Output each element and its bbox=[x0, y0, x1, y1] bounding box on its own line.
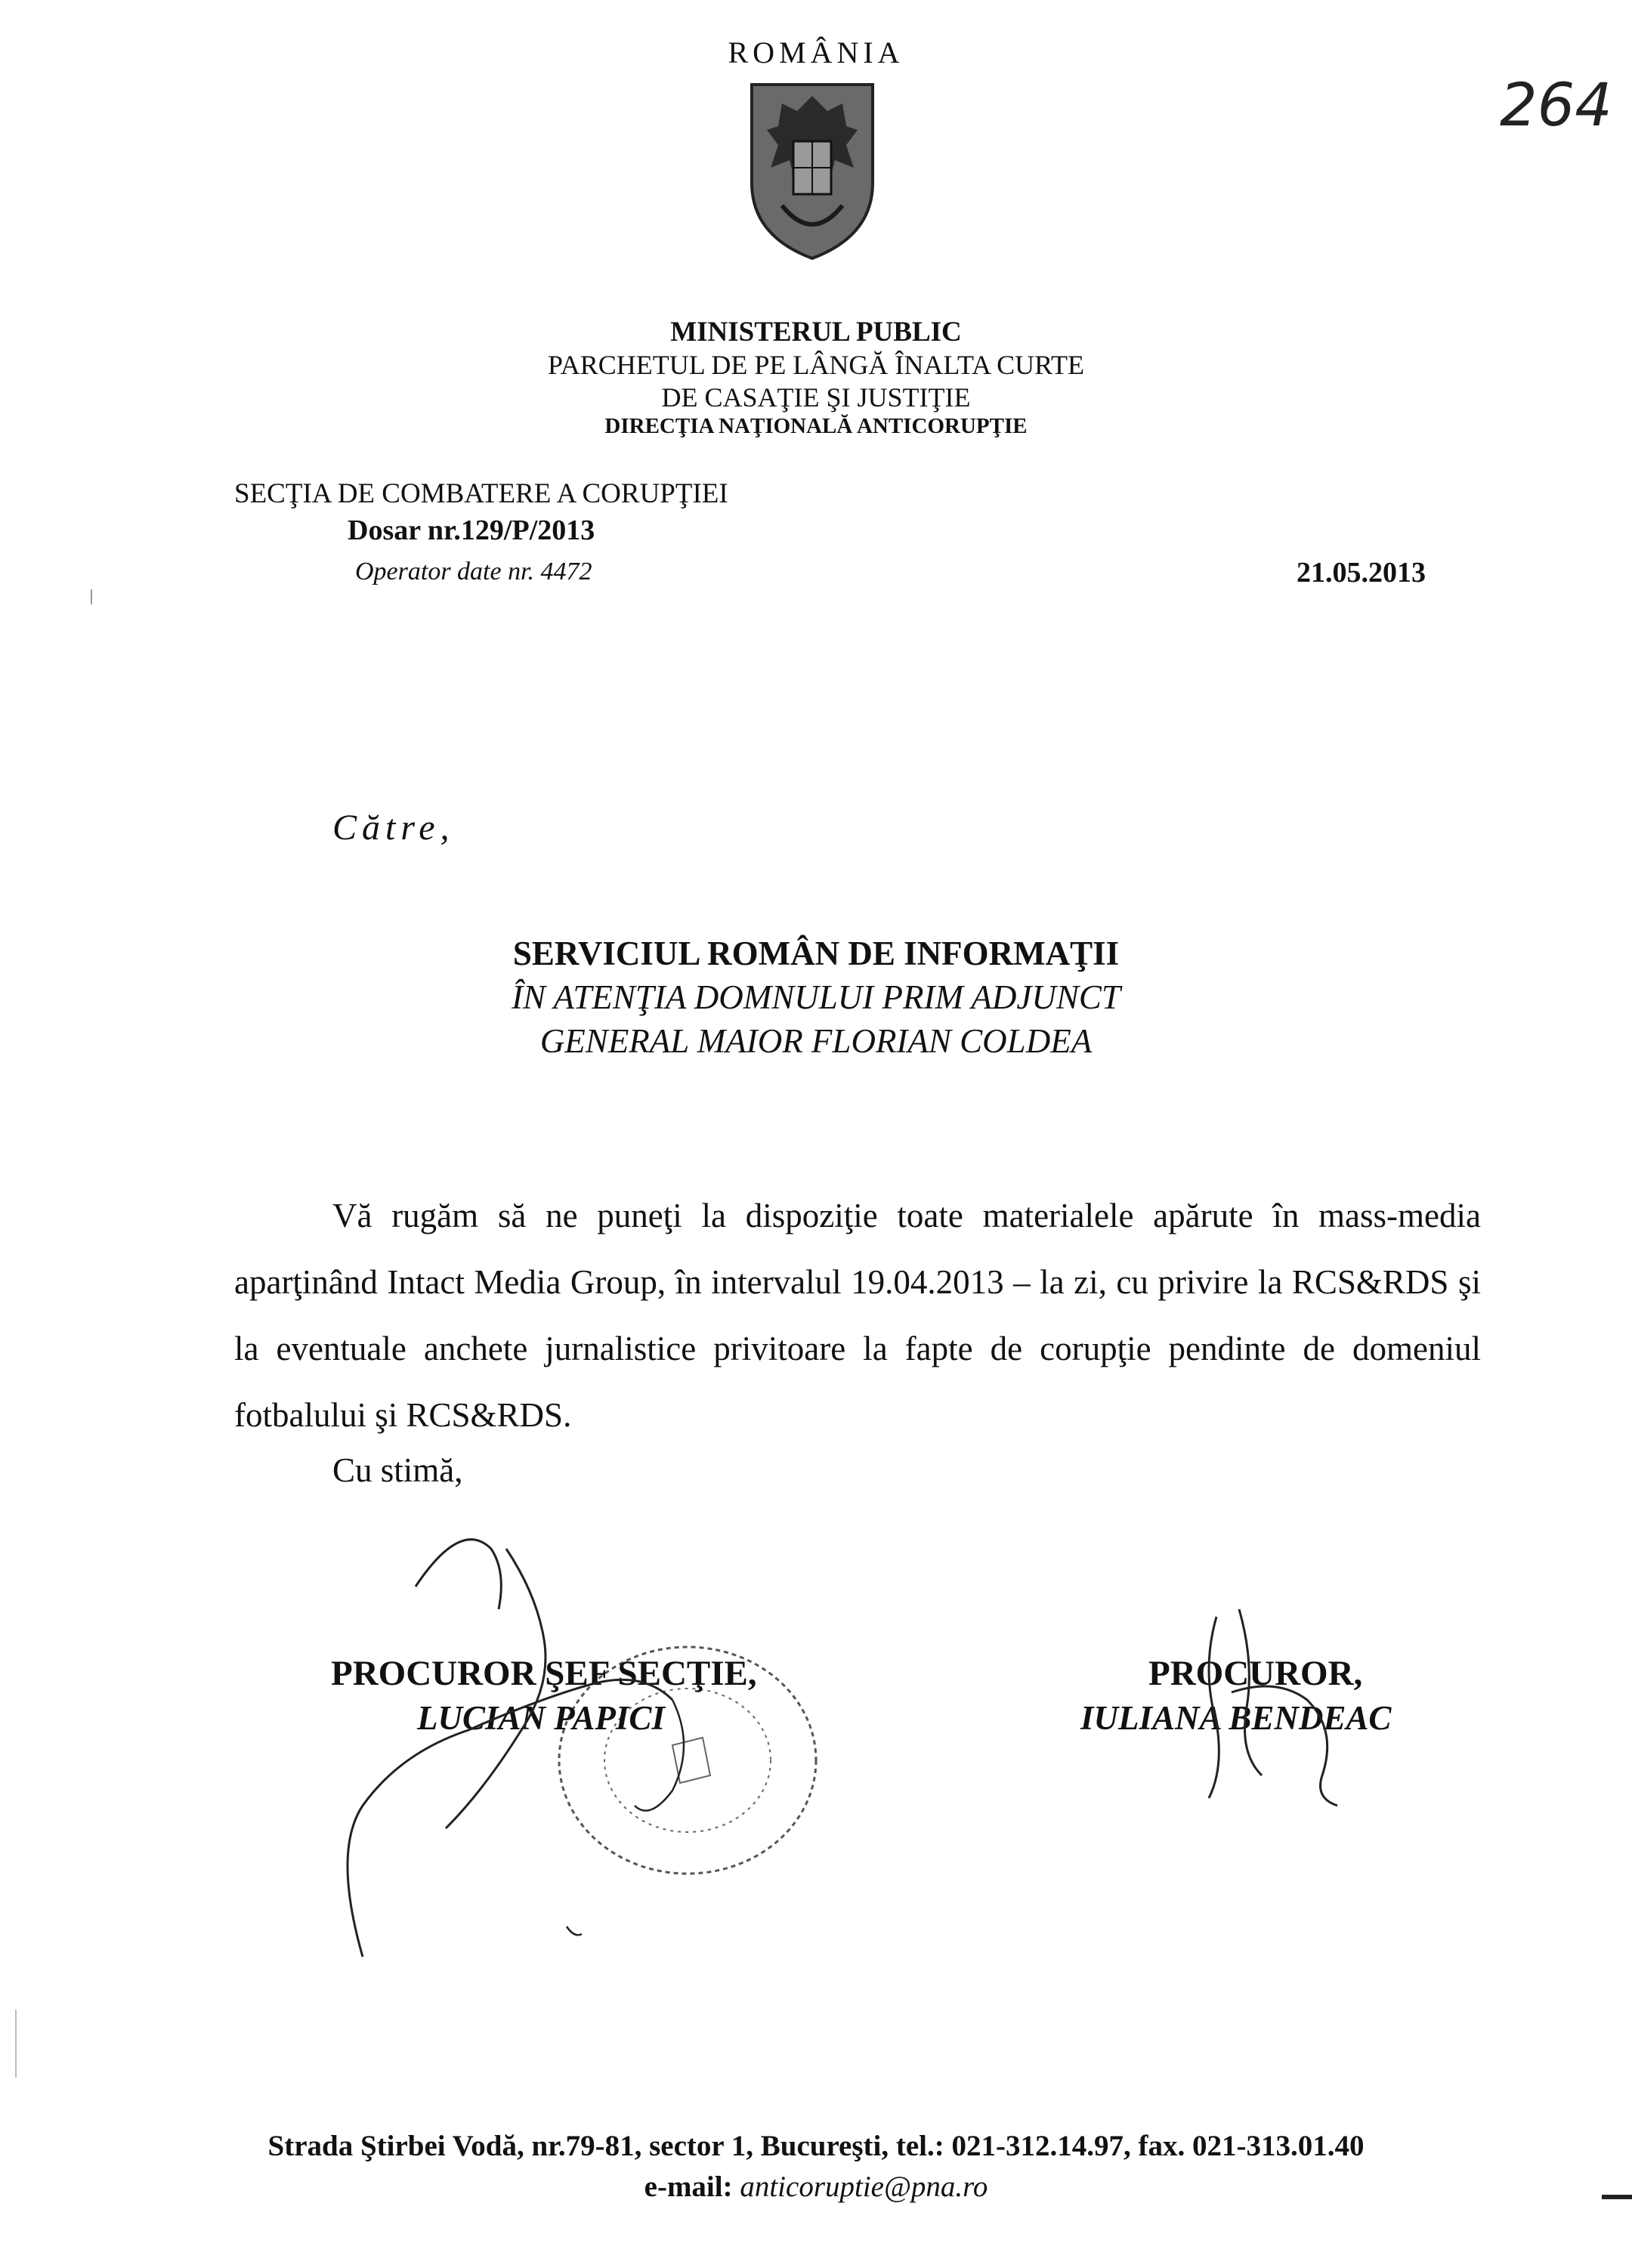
recipient-attention-line: ÎN ATENŢIA DOMNULUI PRIM ADJUNCT bbox=[512, 978, 1120, 1016]
footer-email-label: e-mail: bbox=[644, 2171, 733, 2203]
footer-email-address: anticoruptie@pna.ro bbox=[740, 2171, 988, 2203]
left-signatory-name: LUCIAN PAPICI bbox=[417, 1699, 665, 1737]
file-number: Dosar nr.129/P/2013 bbox=[348, 514, 595, 546]
prosecutor-office-line1: PARCHETUL DE PE LÂNGĂ ÎNALTA CURTE bbox=[548, 350, 1084, 380]
closing-greeting: Cu stimă, bbox=[332, 1451, 463, 1489]
right-handwritten-signature bbox=[1171, 1602, 1368, 1813]
handwritten-page-number: 264 bbox=[1500, 72, 1612, 140]
scan-edge-mark bbox=[15, 2010, 17, 2078]
recipient-person: GENERAL MAIOR FLORIAN COLDEA bbox=[539, 1022, 1093, 1060]
request-paragraph: Vă rugăm să ne puneţi la dispoziţie toate materialele apărute în mass-media aparţinând Intact Media Group, în intervalul 19.04.2013 – la zi, cu privire la RCS&RDS şi la eventuale anchete jurnalistice privitoare la fapte de corupţie pendinte de domeniul fotbalului şi RCS&RDS. bbox=[234, 1197, 1481, 1434]
right-signatory-name: IULIANA BENDEAC bbox=[1080, 1699, 1392, 1737]
prosecutor-office-line2: DE CASAŢIE ŞI JUSTIŢIE bbox=[661, 382, 971, 413]
addressee-salutation: Către, bbox=[332, 808, 455, 848]
directorate-name: DIRECŢIA NAŢIONALĂ ANTICORUPŢIE bbox=[604, 414, 1028, 438]
document-date: 21.05.2013 bbox=[1297, 557, 1426, 589]
left-handwritten-signature bbox=[317, 1503, 861, 1972]
ministry-name: MINISTERUL PUBLIC bbox=[670, 317, 962, 348]
recipient-institution: SERVICIUL ROMÂN DE INFORMAŢII bbox=[512, 935, 1120, 972]
country-name: ROMÂNIA bbox=[728, 36, 904, 70]
section-name: SECŢIA DE COMBATERE A CORUPŢIEI bbox=[234, 478, 728, 509]
coat-of-arms-emblem bbox=[737, 70, 888, 266]
footer-address: Strada Ştirbei Vodă, nr.79-81, sector 1, Bucureşti, tel.: 021-312.14.97, fax. 021-313.01.40 bbox=[267, 2130, 1365, 2162]
scan-speck bbox=[91, 589, 92, 604]
right-signatory-title: PROCUROR, bbox=[1148, 1654, 1363, 1693]
data-operator-number: Operator date nr. 4472 bbox=[355, 558, 592, 586]
left-signatory-title: PROCUROR ŞEF SECŢIE, bbox=[331, 1654, 757, 1693]
footer-email-line bbox=[0, 2170, 1632, 2204]
